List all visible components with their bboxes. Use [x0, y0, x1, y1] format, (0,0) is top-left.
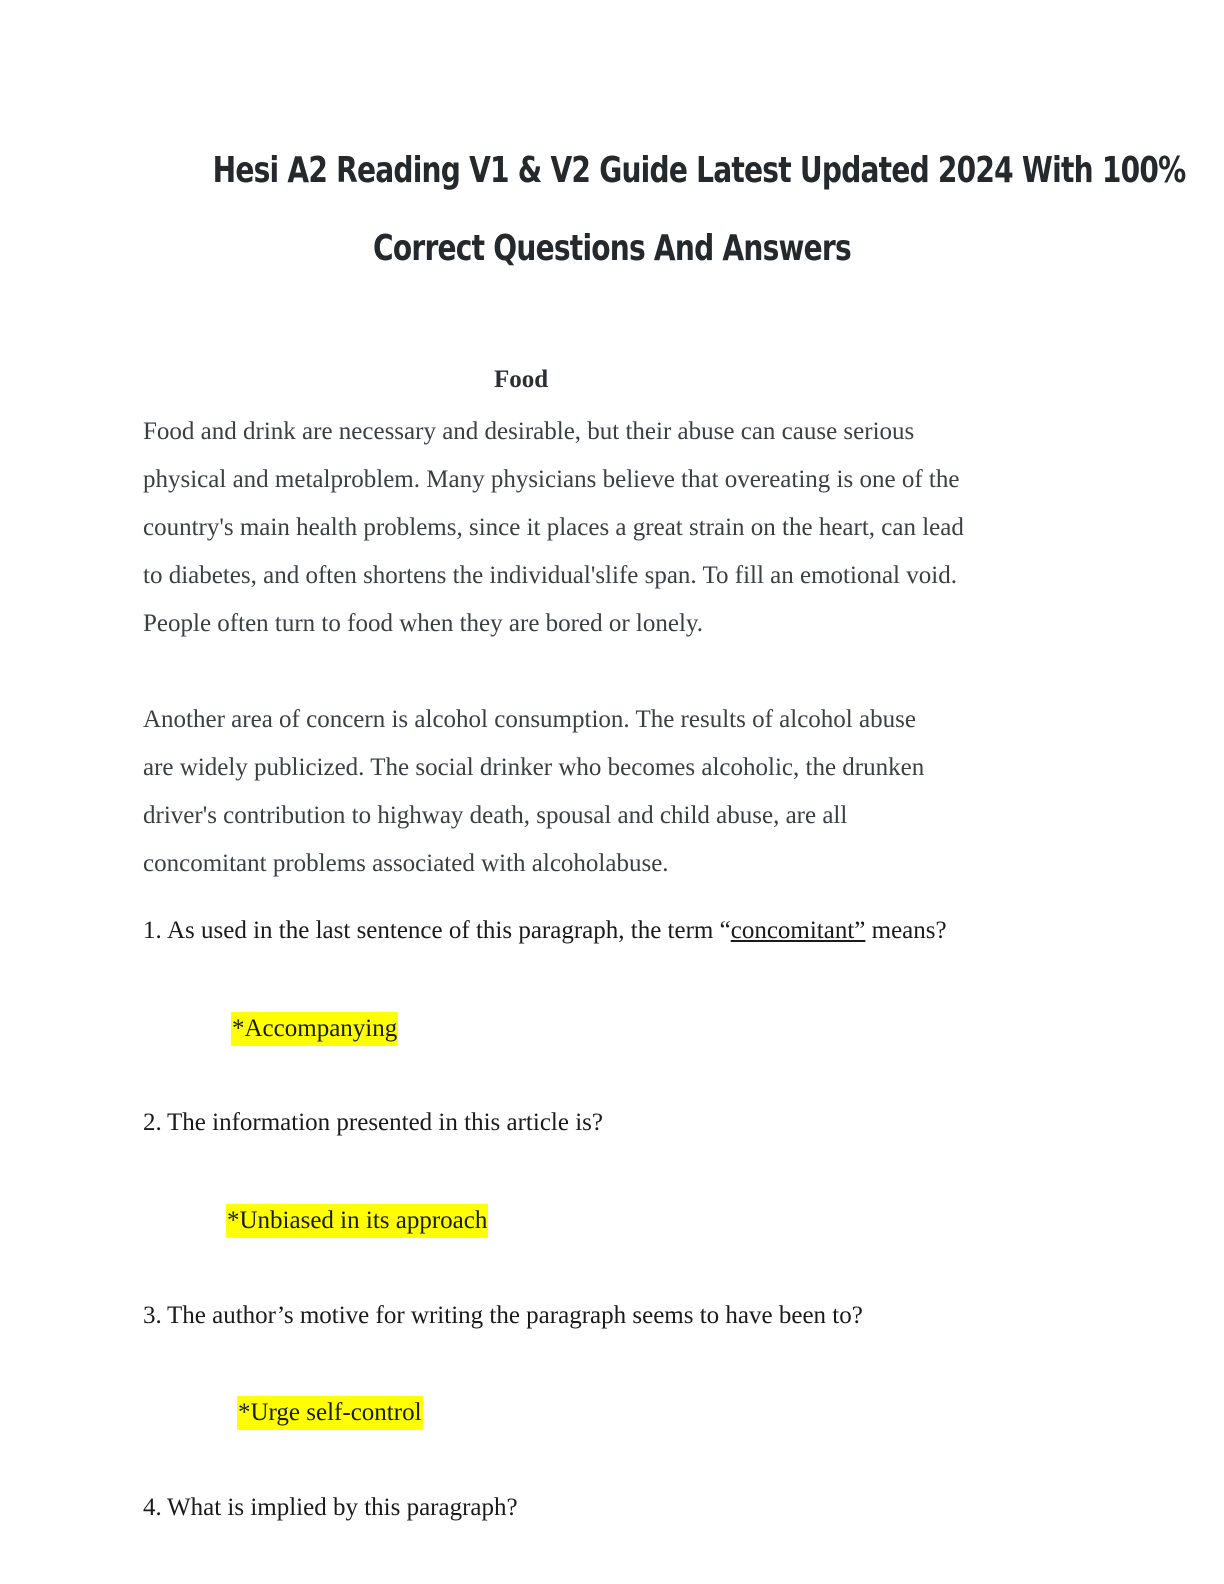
paragraph-2-line: Another area of concern is alcohol consumption. The results of alcohol abuse	[143, 706, 916, 733]
paragraph-1-line: to diabetes, and often shortens the individual'slife span. To fill an emotional void.	[143, 562, 957, 589]
question-text: The information presented in this article is?	[167, 1109, 603, 1136]
question-1	[143, 917, 947, 945]
answer-2: *Unbiased in its approach	[226, 1204, 488, 1238]
document-title-line-2: Correct Questions And Answers	[373, 228, 851, 269]
question-number: 2.	[143, 1109, 162, 1136]
paragraph-2-line: driver's contribution to highway death, spousal and child abuse, are all	[143, 802, 848, 829]
document-title-line-1: Hesi A2 Reading V1 & V2 Guide Latest Updated 2024 With 100%	[212, 150, 1186, 191]
question-4	[143, 1494, 518, 1522]
question-text: The author’s motive for writing the paragraph seems to have been to?	[167, 1302, 863, 1329]
paragraph-2-line: are widely publicized. The social drinker who becomes alcoholic, the drunken	[143, 754, 925, 781]
question-text-end: means?	[865, 917, 947, 944]
paragraph-1-line: People often turn to food when they are bored or lonely.	[143, 610, 704, 637]
question-term: concomitant”	[730, 917, 866, 944]
paragraph-1-line: physical and metalproblem. Many physicians believe that overeating is one of the	[143, 466, 960, 493]
paragraph-1-line: Food and drink are necessary and desirable, but their abuse can cause serious	[143, 418, 915, 445]
question-2	[143, 1109, 603, 1137]
question-number: 4.	[143, 1494, 162, 1521]
paragraph-2-line: concomitant problems associated with alcoholabuse.	[143, 850, 669, 877]
section-heading: Food	[494, 366, 549, 393]
question-text: What is implied by this paragraph?	[167, 1494, 518, 1521]
question-text: As used in the last sentence of this paragraph, the term “	[167, 917, 731, 944]
question-3	[143, 1302, 863, 1330]
answer-3: *Urge self-control	[237, 1396, 423, 1430]
question-number: 1.	[143, 917, 162, 944]
question-number: 3.	[143, 1302, 162, 1329]
paragraph-1-line: country's main health problems, since it places a great strain on the heart, can lead	[143, 514, 964, 541]
answer-1: *Accompanying	[231, 1012, 398, 1046]
